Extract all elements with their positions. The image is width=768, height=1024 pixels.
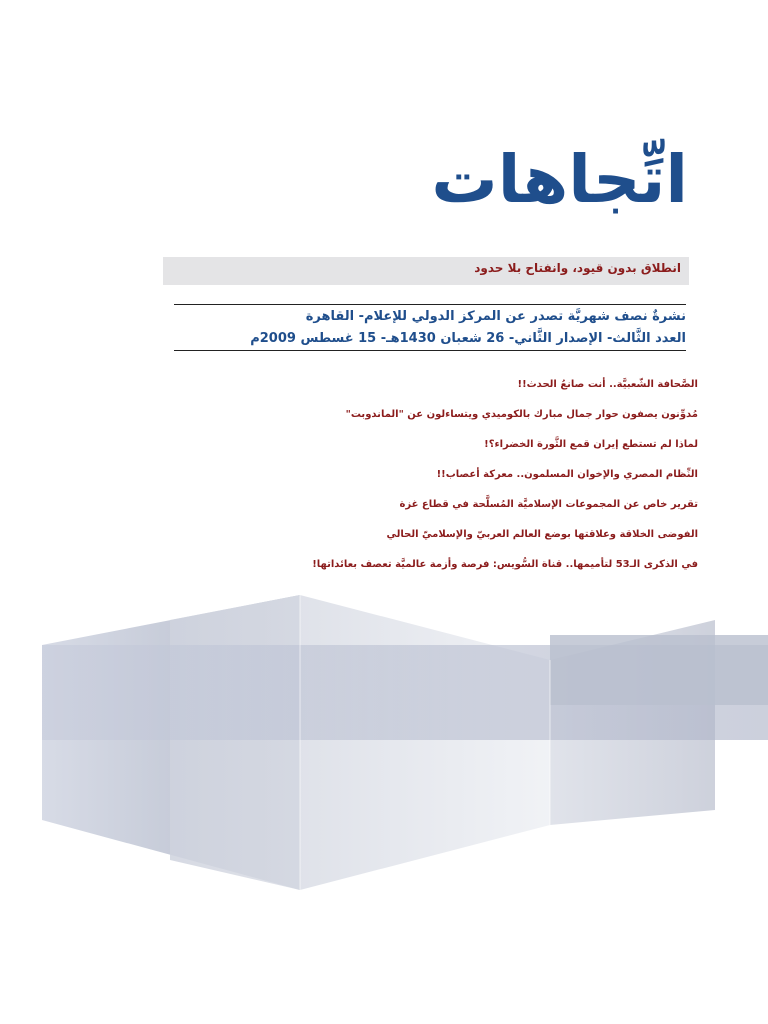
- top-rule: [174, 304, 686, 305]
- headline-item: الفوضى الخلاقة وعلاقتها بوضع العالم العربيّ والإسلاميّ الحالي: [386, 529, 698, 540]
- headline-item: لماذا لم تستطع إيران قمع الثَّورة الخضراء؟!: [484, 439, 698, 450]
- bottom-rule: [174, 350, 686, 351]
- headline-item: الصَّحافة الشّعبيَّة.. أنت صانعُ الحدث!!: [517, 379, 698, 390]
- headline-list: [278, 378, 698, 588]
- decorative-perspective-graphic: [0, 590, 768, 900]
- tagline-bar: [163, 257, 689, 285]
- headline-item: النِّظام المصري والإخوان المسلمون.. معركة أعصاب!!: [436, 469, 698, 480]
- right-band: [550, 635, 768, 705]
- publication-title: اتِّجاهات: [431, 141, 688, 218]
- tagline: انطلاق بدون قيود، وانفتاح بلا حدود: [474, 261, 681, 275]
- headline-item: في الذكرى الـ53 لتأميمها.. قناة السُّويس: فرصة وأزمة عالميَّة تعصف بعائداتها!: [312, 559, 698, 570]
- headline-item: مُدوِّنون يصفون حوار جمال مبارك بالكوميدي ويتساءلون عن "الماندوبت": [345, 409, 698, 420]
- headline-item: تقرير خاص عن المجموعات الإسلاميَّة المُسلَّحة في قطاع غزة: [399, 499, 698, 510]
- publication-description: نشرةٌ نصف شهريَّة تصدر عن المركز الدولي للإعلام- القاهرة: [305, 309, 686, 324]
- center-block-face: [170, 595, 550, 890]
- issue-info: العدد الثَّالث- الإصدار الثَّاني- 26 شعبان 1430هـ- 15 غسطس 2009م: [250, 331, 686, 346]
